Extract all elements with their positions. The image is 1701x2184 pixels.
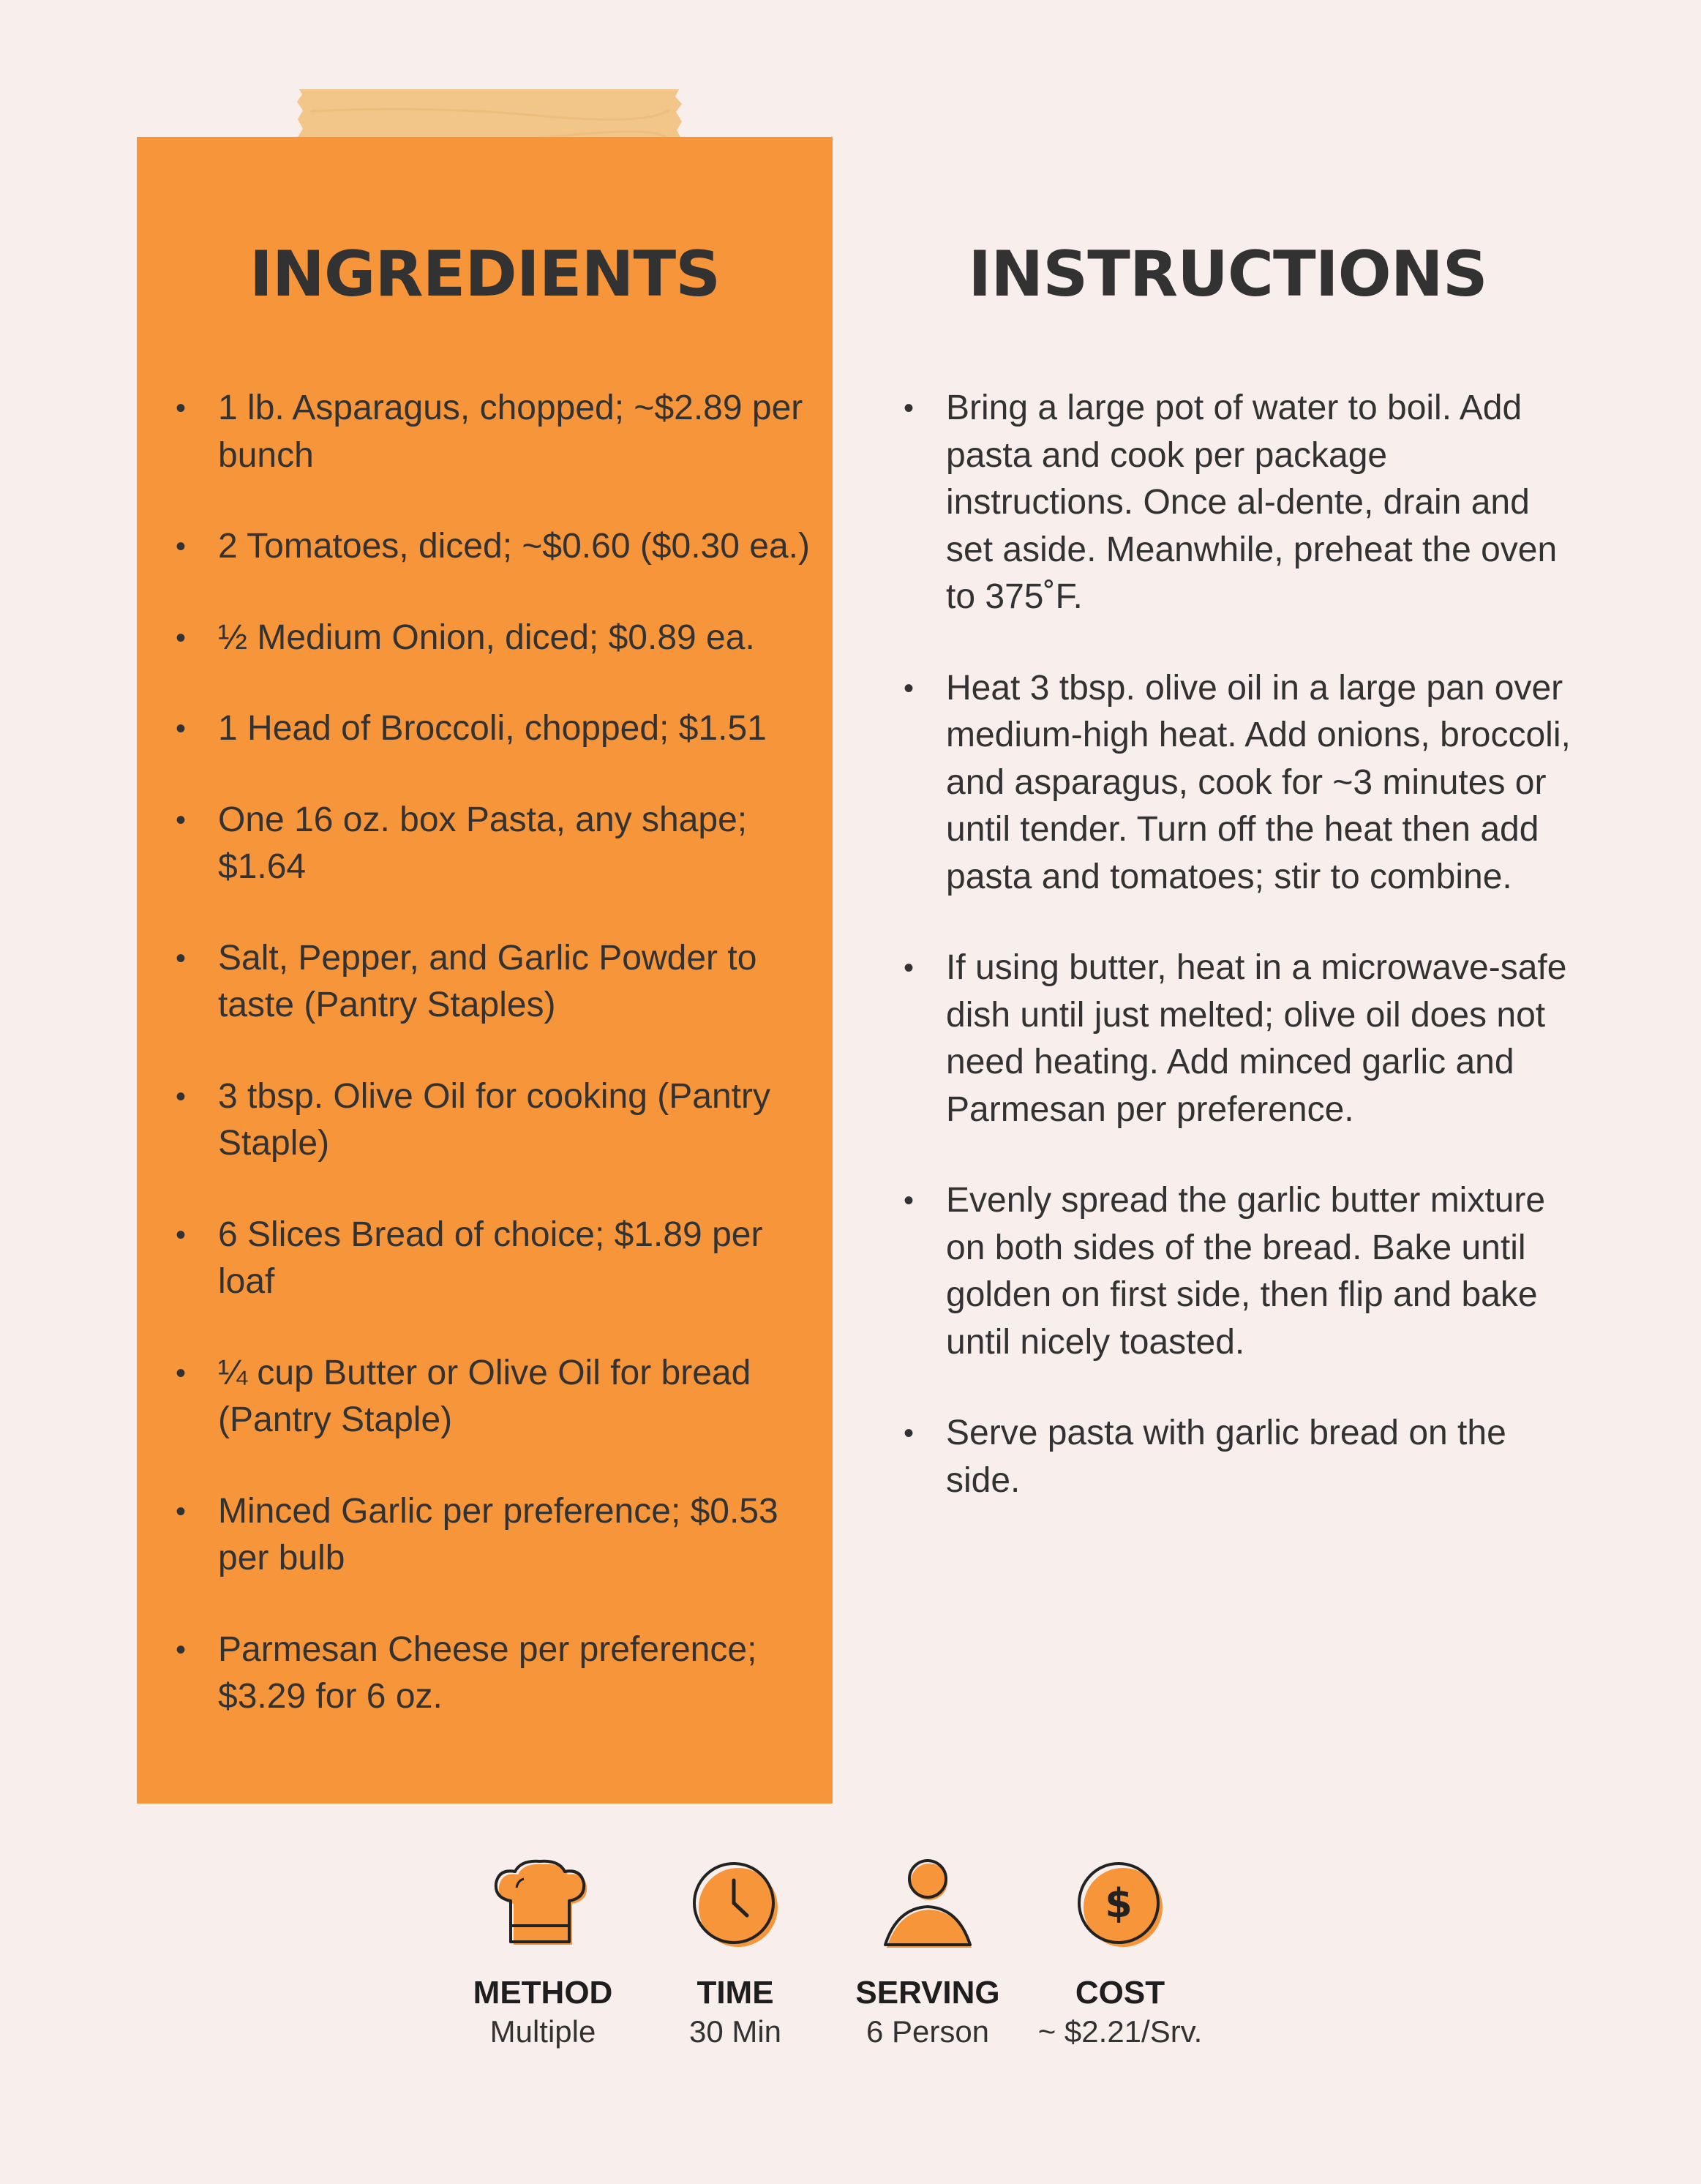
ingredients-list xyxy=(176,385,818,1765)
clock-icon xyxy=(684,1858,786,1954)
ingredient-text: One 16 oz. box Pasta, any shape; $1.64 xyxy=(218,800,748,886)
instruction-text: Heat 3 tbsp. olive oil in a large pan over medium-high heat. Add onions, broccoli, and asparagus, cook for ~3 minutes or until tender. Turn off the heat then add pasta and tomatoes; stir to combine. xyxy=(946,668,1571,896)
instruction-text: Bring a large pot of water to boil. Add pasta and cook per package instructions. Once al-dente, drain and set aside. Meanwhile, preheat the oven to 375˚F. xyxy=(946,389,1558,616)
list-item xyxy=(176,1212,818,1306)
list-item xyxy=(176,705,818,753)
list-item xyxy=(176,1073,818,1168)
instruction-text: If using butter, heat in a microwave-safe dish until just melted; olive oil does not need heating. Add minced garlic and Parmesan per preference. xyxy=(946,948,1567,1129)
bullet: • xyxy=(176,1218,187,1251)
list-item xyxy=(176,385,818,479)
bullet: • xyxy=(176,530,187,563)
bullet: • xyxy=(904,952,915,984)
person-icon xyxy=(876,1858,979,1954)
bullet: • xyxy=(176,942,187,975)
list-item xyxy=(176,797,818,891)
meta-label: TIME xyxy=(696,1975,774,2011)
instruction-text: Serve pasta with garlic bread on the side. xyxy=(946,1414,1506,1500)
meta-label: METHOD xyxy=(473,1975,613,2011)
ingredient-text: 1 Head of Broccoli, chopped; $1.51 xyxy=(218,709,767,748)
bullet: • xyxy=(176,621,187,654)
ingredient-text: Parmesan Cheese per preference; $3.29 for 6 oz. xyxy=(218,1629,757,1716)
list-item xyxy=(176,935,818,1029)
meta-value: 30 Min xyxy=(688,2014,782,2049)
list-item xyxy=(904,945,1575,1133)
bullet: • xyxy=(176,803,187,836)
instruction-text: Evenly spread the garlic butter mixture on both sides of the bread. Bake until golden on first side, then flip and bake until nicely toasted. xyxy=(946,1181,1546,1362)
recipe-meta-row xyxy=(0,1858,1701,2063)
bullet: • xyxy=(176,1633,187,1666)
ingredient-text: Salt, Pepper, and Garlic Powder to taste (Pantry Staples) xyxy=(218,938,757,1024)
chef-hat-icon xyxy=(492,1858,594,1954)
svg-text:$: $ xyxy=(1105,1880,1133,1926)
ingredient-text: Minced Garlic per preference; $0.53 per bulb xyxy=(218,1491,778,1577)
list-item xyxy=(904,665,1575,901)
bullet: • xyxy=(176,1495,187,1528)
bullet: • xyxy=(904,1417,915,1449)
bullet: • xyxy=(176,392,187,424)
bullet: • xyxy=(904,392,915,424)
bullet: • xyxy=(904,1185,915,1217)
list-item xyxy=(904,1410,1575,1504)
meta-value: Multiple xyxy=(489,2014,596,2049)
ingredient-text: ½ Medium Onion, diced; $0.89 ea. xyxy=(218,618,755,657)
ingredient-text: 1 lb. Asparagus, chopped; ~$2.89 per bunch xyxy=(218,389,803,475)
meta-value: 6 Person xyxy=(865,2014,990,2049)
ingredients-title: INGREDIENTS xyxy=(249,238,721,311)
instructions-list xyxy=(904,385,1575,1548)
ingredient-text: 2 Tomatoes, diced; ~$0.60 ($0.30 ea.) xyxy=(218,527,810,566)
dollar-icon xyxy=(1069,1858,1171,1954)
list-item xyxy=(176,615,818,662)
list-item xyxy=(176,523,818,571)
bullet: • xyxy=(176,713,187,745)
list-item xyxy=(904,385,1575,621)
ingredient-text: ¼ cup Butter or Olive Oil for bread (Pantry Staple) xyxy=(218,1353,751,1439)
list-item xyxy=(176,1488,818,1583)
instructions-title: INSTRUCTIONS xyxy=(968,238,1487,311)
meta-value: ~ $2.21/Srv. xyxy=(1037,2014,1203,2049)
list-item xyxy=(176,1350,818,1444)
list-item xyxy=(176,1626,818,1721)
bullet: • xyxy=(176,1356,187,1389)
ingredient-text: 3 tbsp. Olive Oil for cooking (Pantry Staple) xyxy=(218,1076,770,1163)
ingredient-text: 6 Slices Bread of choice; $1.89 per loaf xyxy=(218,1215,763,1301)
bullet: • xyxy=(904,672,915,705)
meta-label: SERVING xyxy=(855,1975,1000,2011)
meta-label: COST xyxy=(1075,1975,1165,2011)
list-item xyxy=(904,1177,1575,1366)
bullet: • xyxy=(176,1080,187,1113)
